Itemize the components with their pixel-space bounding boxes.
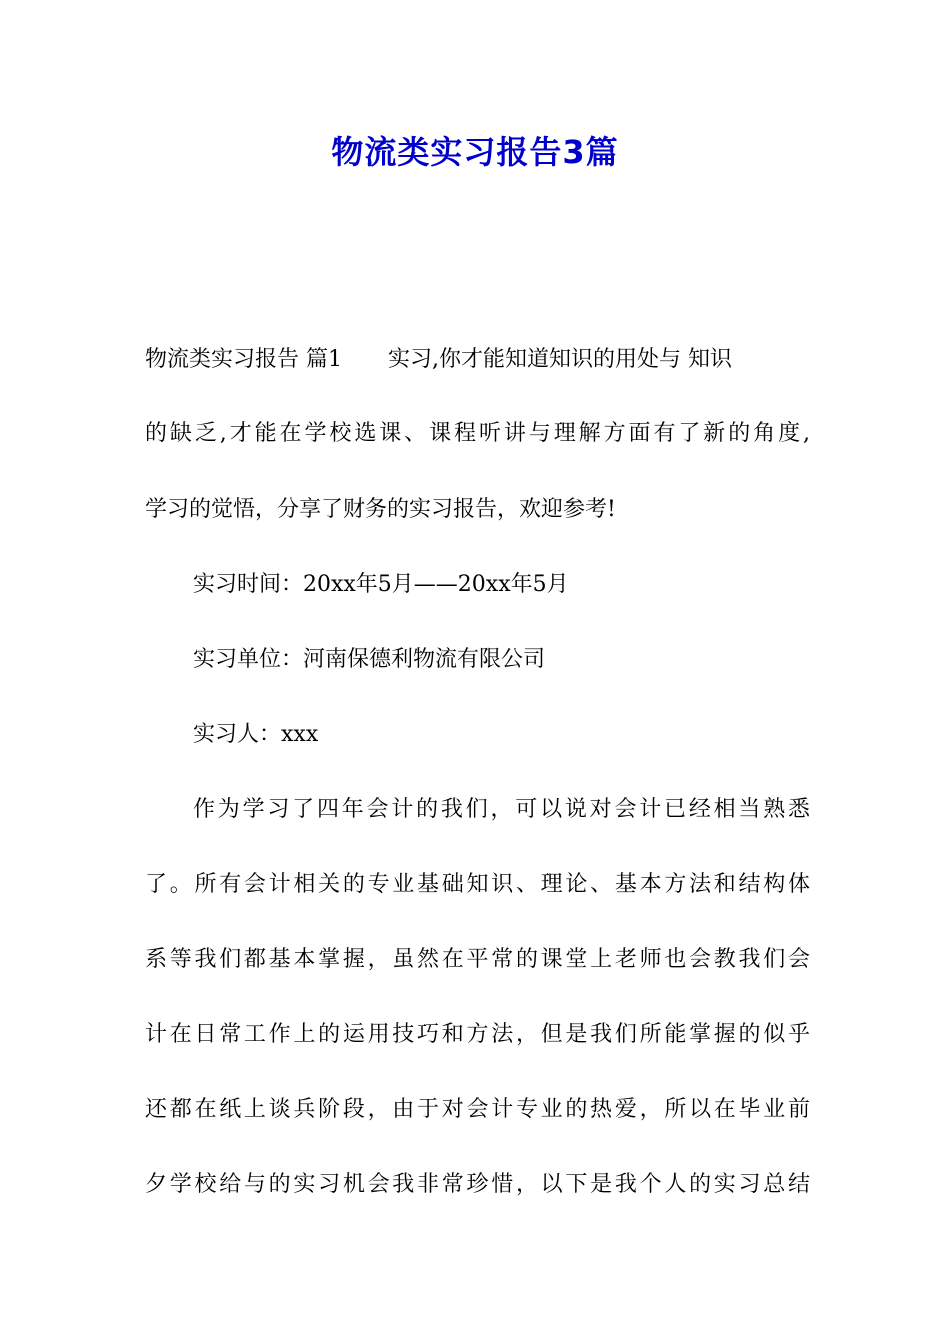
intro-text: 实习,你才能知道知识的用处与 知识 xyxy=(388,347,732,372)
field-intern: 实习人：xxx xyxy=(193,722,319,747)
intro-line-2: 的缺乏,才能在学校选课、课程听讲与理解方面有了新的角度, xyxy=(145,421,810,446)
body-line-2: 了。所有会计相关的专业基础知识、理论、基本方法和结构体 xyxy=(145,872,810,897)
field-internship-unit: 实习单位：河南保德利物流有限公司 xyxy=(193,647,546,672)
field-internship-time: 实习时间：20xx年5月——20xx年5月 xyxy=(193,572,569,597)
body-line-4: 计在日常工作上的运用技巧和方法，但是我们所能掌握的似乎 xyxy=(145,1022,810,1047)
body-line-3: 系等我们都基本掌握，虽然在平常的课堂上老师也会教我们会 xyxy=(145,947,810,972)
body-line-5: 还都在纸上谈兵阶段，由于对会计专业的热爱，所以在毕业前 xyxy=(145,1097,810,1122)
body-line-6: 夕学校给与的实习机会我非常珍惜，以下是我个人的实习总结 xyxy=(145,1172,810,1197)
body-line-1: 作为学习了四年会计的我们，可以说对会计已经相当熟悉 xyxy=(193,797,810,822)
intro-line-3: 学习的觉悟，分享了财务的实习报告，欢迎参考! xyxy=(145,497,616,522)
intro-line-1 xyxy=(145,340,810,380)
section-heading: 物流类实习报告 篇1 xyxy=(145,347,342,372)
document-title: 物流类实习报告3篇 xyxy=(331,133,619,171)
